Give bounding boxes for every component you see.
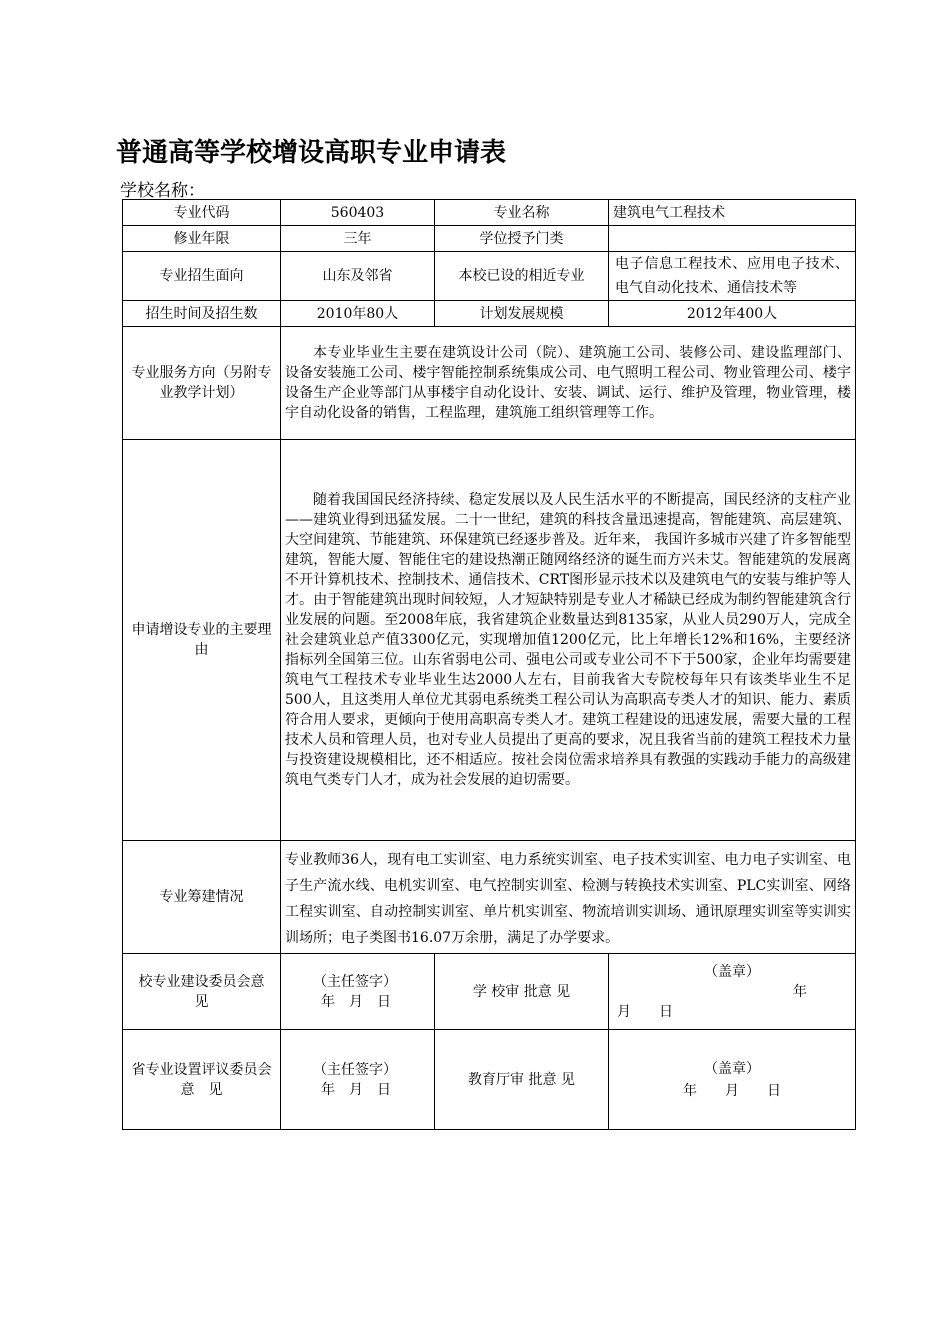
enrollment-time-value: 2010年80人 — [281, 301, 435, 327]
degree-category-value — [609, 226, 856, 252]
province-committee-signature: （主任签字） — [313, 1061, 397, 1078]
service-direction-text: 本专业毕业生主要在建筑设计公司（院）、建筑施工公司、装修公司、建设监理部门、设备安装施工公司、楼宇智能控制系统集成公司、电气照明工程公司、物业管理公司、楼宇设备生产企业等部门从事楼宇自动化设计、安装、调试、运行、维护及管理，物业管理，楼宇自动化设备的销售，工程监理，建筑施工组织管理等工作。 — [281, 327, 856, 440]
study-years-value: 三年 — [281, 226, 435, 252]
preparation-label: 专业筹建情况 — [123, 841, 281, 954]
school-review-seal-cell — [609, 954, 856, 1030]
plan-scale-value: 2012年400人 — [609, 301, 856, 327]
education-dept-label: 教育厅审 批意 见 — [435, 1030, 609, 1130]
school-committee-date: 年 月 日 — [321, 993, 391, 1010]
major-name-value: 建筑电气工程技术 — [609, 200, 856, 226]
school-review-label: 学 校审 批意 见 — [435, 954, 609, 1030]
major-code-value: 560403 — [281, 200, 435, 226]
main-reasons-text: 随着我国国民经济持续、稳定发展以及人民生活水平的不断提高，国民经济的支柱产业——建筑业得到迅猛发展。二十一世纪，建筑的科技含量迅速提高，智能建筑、高层建筑、大空间建筑、节能建筑、环保建筑已经逐步普及。近年来， 我国许多城市兴建了许多智能型建筑，智能大厦、智能住宅的建设热潮正随网络经济的诞生而方兴未艾。智能建筑的发展离不开计算机技术、控制技术、通信技术、CRT图形显示技术以及建筑电气的安装与维护等人才。由于智能建筑出现时间较短，人才短缺特别是专业人才稀缺已经成为制约智能建筑含行业发展的问题。至2008年底，我省建筑企业数量达到8135家，从业人员290万人，完成全社会建筑业总产值3300亿元，实现增加值1200亿元，比上年增长12%和16%，主要经济指标列全国第三位。山东省弱电公司、强电公司或专业公司不下于500家，企业年均需要建筑电气工程技术专业毕业生达2000人左右，目前我省大专院校每年只有该类毕业生不足500人，且这类用人单位尤其弱电系统类工程公司认为高职高专类人才的知识、能力、素质符合用人要求，更倾向于使用高职高专类人才。建筑工程建设的迅速发展，需要大量的工程技术人员和管理人员，也对专业人员提出了更高的要求，况且我省当前的建筑工程技术力量与投资建设规模相比，还不相适应。按社会岗位需求培养具有教强的实践动手能力的高级建筑电气类专门人才，成为社会发展的迫切需要。 — [281, 440, 856, 841]
preparation-text: 专业教师36人，现有电工实训室、电力系统实训室、电子技术实训室、电力电子实训室、电子生产流水线、电机实训室、电气控制实训室、检测与转换技术实训室、PLC实训室、网络工程实训室、自动控制实训室、单片机实训室、物流培训实训场、通讯原理实训室等实训实训场所；电子类图书16.07万余册，满足了办学要求。 — [281, 841, 856, 954]
province-committee-date: 年 月 日 — [321, 1081, 391, 1098]
degree-category-label: 学位授予门类 — [435, 226, 609, 252]
school-committee-signature-cell — [281, 954, 435, 1030]
enrollment-area-value: 山东及邻省 — [281, 252, 435, 301]
main-reasons-label: 申请增设专业的主要理由 — [123, 440, 281, 841]
school-committee-label: 校专业建设委员会意 见 — [123, 954, 281, 1030]
plan-scale-label: 计划发展规模 — [435, 301, 609, 327]
province-committee-label: 省专业设置评议委员会意 见 — [123, 1030, 281, 1130]
school-review-seal: （盖章） — [704, 963, 760, 980]
school-name-label: 学校名称： — [120, 181, 205, 201]
application-form-table — [122, 199, 856, 1130]
page-title: 普通高等学校增设高职专业申请表 — [116, 138, 507, 168]
related-majors-label: 本校已设的相近专业 — [435, 252, 609, 301]
major-code-label: 专业代码 — [123, 200, 281, 226]
education-dept-seal-cell — [609, 1030, 856, 1130]
enrollment-area-label: 专业招生面向 — [123, 252, 281, 301]
school-review-year: 年 — [793, 983, 807, 1000]
related-majors-value: 电子信息工程技术、应用电子技术、电气自动化技术、通信技术等 — [609, 252, 856, 301]
enrollment-time-label: 招生时间及招生数 — [123, 301, 281, 327]
education-dept-seal: （盖章） — [704, 1060, 760, 1077]
school-committee-signature: （主任签字） — [313, 973, 397, 990]
education-dept-date: 年 月 日 — [683, 1082, 781, 1099]
school-review-month-day: 月 日 — [617, 1003, 673, 1020]
province-committee-signature-cell — [281, 1030, 435, 1130]
study-years-label: 修业年限 — [123, 226, 281, 252]
service-direction-label: 专业服务方向（另附专业教学计划） — [123, 327, 281, 440]
major-name-label: 专业名称 — [435, 200, 609, 226]
